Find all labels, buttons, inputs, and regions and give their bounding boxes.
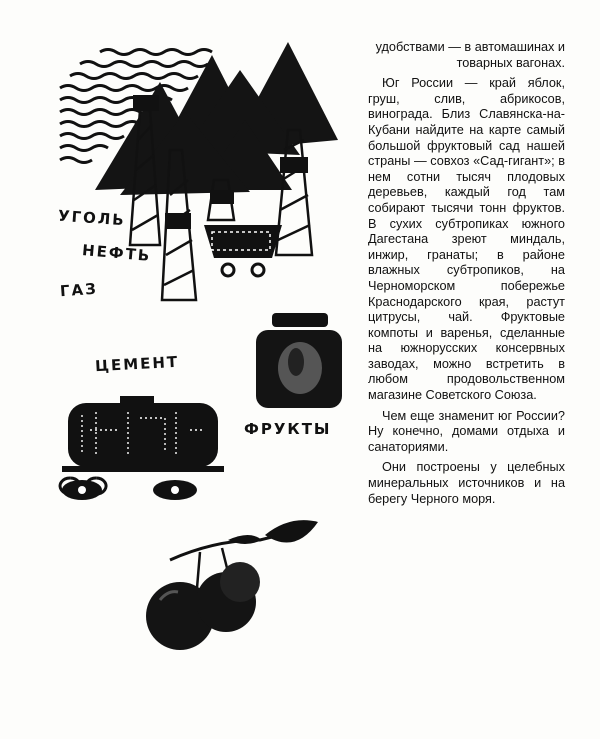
label-gas: ГАЗ [59,279,99,301]
label-oil: НЕФТЬ [81,241,152,265]
paragraph-continuation: удобствами — в автомашинах и товарных вагонах. [375,40,565,70]
paragraph-south-fruits: Юг России — край яблок, груш, слив, абрикосов, винограда. Близ Славянска-на-Кубани найдите на карте самый большой фруктовый сад нашей страны — совхоз «Сад-гигант»; в нем сотни тысяч плодовых деревьев, каждый год там собирают тысячи тонн фруктов. В сухих субтропиках южного Дагестана зреют миндаль, инжир, гранаты; в районе влажных субтропиков, на Черноморском побережье Краснодарского края, растут цитрусы, чай. Фруктовые компоты и варенья, сделанные на южнорусских консервных заводах, можно встретить в любом продовольственном магазине Советского Союза. [368,76,565,403]
label-cement: ЦЕМЕНТ [94,352,180,376]
coal-cart [204,225,282,276]
paragraph-south-resorts: Чем еще знаменит юг России? Ну конечно, домами отдыха и санаториями. [368,408,565,454]
paragraph-mineral-springs: Они построены у целебных минеральных источников и на берегу Черного моря. [368,460,565,506]
tank-car [60,396,224,500]
label-fruits: ФРУКТЫ [244,420,332,438]
fruit-branch [146,520,318,650]
label-coal: УГОЛЬ [57,206,127,230]
jam-jar [256,313,342,408]
text-column [368,40,565,507]
